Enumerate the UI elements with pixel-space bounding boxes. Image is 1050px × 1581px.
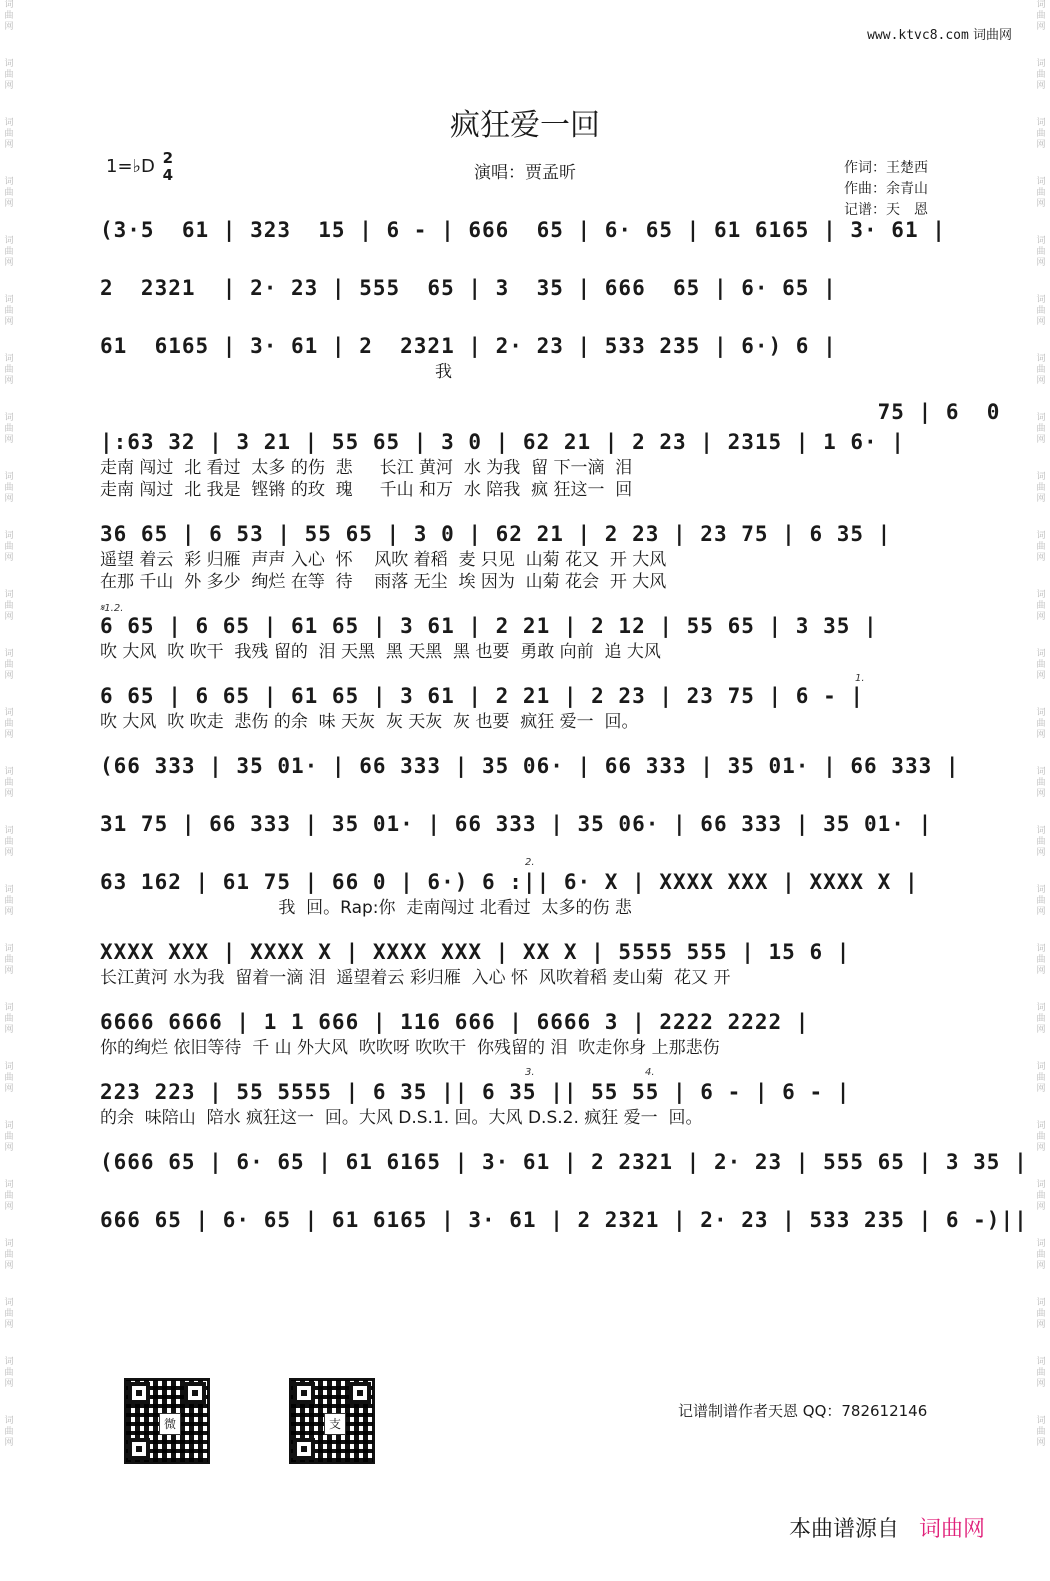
score-row: [100, 427, 945, 501]
score-notes: 75 | 6 0: [100, 400, 1001, 424]
source-brand-link[interactable]: 词曲网: [919, 1517, 986, 1542]
score-row: [100, 673, 945, 733]
score-notes: 31 75 | 66 333 | 35 01· | 66 333 | 35 06· | 66 333 | 35 01· |: [100, 812, 933, 836]
score-notes: 666 65 | 6· 65 | 61 6165 | 3· 61 | 2 2321 | 2· 23 | 533 235 | 6 -)||: [100, 1208, 1028, 1232]
score-row: [100, 215, 945, 245]
composer-credit: 作曲：余青山: [844, 181, 928, 197]
score-notes: 36 65 | 6 53 | 55 65 | 3 0 | 62 21 | 2 23 | 23 75 | 6 35 |: [100, 522, 892, 546]
score-notes: (666 65 | 6· 65 | 61 6165 | 3· 61 | 2 2321 | 2· 23 | 555 65 | 3 35 |: [100, 1150, 1028, 1174]
score-lyrics: 我: [100, 362, 453, 382]
score-row: [100, 519, 945, 593]
volta-1: 1.: [855, 673, 865, 684]
alipay-icon: 支: [324, 1413, 346, 1435]
score-notes: 6 65 | 6 65 | 61 65 | 3 61 | 2 21 | 2 12 | 55 65 | 3 35 |: [100, 614, 878, 638]
lyricist-credit: 作词：王楚西: [844, 160, 928, 176]
volta-4: 4.: [645, 1067, 655, 1078]
score-notes: (66 333 | 35 01· | 66 333 | 35 06· | 66 333 | 35 01· | 66 333 |: [100, 754, 960, 778]
alipay-qr-code[interactable]: [289, 1378, 375, 1464]
score-row: [100, 1007, 945, 1059]
time-numerator: 2: [162, 149, 174, 167]
score-row: [100, 1067, 945, 1129]
time-denominator: 4: [162, 166, 174, 184]
notation-score: [100, 215, 1028, 1235]
credits-block: [844, 158, 928, 221]
site-header: [867, 24, 1012, 43]
score-lyrics: 遥望 着云 彩 归雁 声声 入心 怀 风吹 着稻 麦 只见 山菊 花又 开 大风 在那 千山 外 多少 绚烂 在等 待 雨落 无尘 埃 因为 山菊 花会 开 大风: [100, 550, 667, 592]
score-notes: 223 223 | 55 5555 | 6 35 || 6 35 || 55 55 | 6 - | 6 - |: [100, 1080, 851, 1104]
score-notes: 2 2321 | 2· 23 | 555 65 | 3 35 | 666 65 | 6· 65 |: [100, 276, 837, 300]
wechat-icon: 微: [159, 1413, 181, 1435]
source-text: 本曲谱源自: [789, 1517, 900, 1542]
score-notes: 6 65 | 6 65 | 61 65 | 3 61 | 2 21 | 2 23 | 23 75 | 6 - |: [100, 684, 865, 708]
score-lyrics: 的余 味陪山 陪水 疯狂这一 回。大风 D.S.1. 回。大风 D.S.2. 疯狂 爱一 回。: [100, 1108, 703, 1128]
qr-finder: [293, 1382, 315, 1404]
site-name: 词曲网: [972, 28, 1012, 43]
score-row: [100, 857, 945, 919]
score-notes: 6666 6666 | 1 1 666 | 116 666 | 6666 3 | 2222 2222 |: [100, 1010, 810, 1034]
qr-finder: [128, 1382, 150, 1404]
score-row: [100, 809, 945, 839]
source-footer: [789, 1512, 985, 1543]
qr-finder: [184, 1382, 206, 1404]
wechat-qr-code[interactable]: [124, 1378, 210, 1464]
score-notes: |:63 32 | 3 21 | 55 65 | 3 0 | 62 21 | 2 23 | 2315 | 1 6· |: [100, 430, 905, 454]
site-url[interactable]: www.ktvc8.com: [867, 28, 969, 43]
score-lyrics: 吹 大风 吹 吹走 悲伤 的余 味 天灰 灰 天灰 灰 也要 疯狂 爱一 回。: [100, 712, 639, 732]
score-lyrics: 走南 闯过 北 看过 太多 的伤 悲 长江 黄河 水 为我 留 下一滴 泪 走南 闯过 北 我是 铿锵 的玫 瑰 千山 和万 水 陪我 疯 狂这一 回: [100, 458, 633, 500]
song-title: 疯狂爱一回: [450, 108, 600, 143]
segno-mark: 𝄋1.2.: [100, 603, 124, 614]
score-row: [100, 1205, 1028, 1235]
score-row: [100, 397, 1001, 427]
score-lyrics: 你的绚烂 依旧等待 千 山 外大风 吹吹呀 吹吹干 你残留的 泪 吹走你身 上那悲伤: [100, 1038, 720, 1058]
transcriber-credit: 记谱：天 恩: [844, 202, 928, 218]
volta-2: 2.: [525, 857, 535, 868]
qr-finder: [293, 1438, 315, 1460]
qr-finder: [349, 1382, 371, 1404]
singer-credit: 演唱：贾孟昕: [474, 163, 576, 183]
score-row: [100, 937, 945, 989]
score-notes: 63 162 | 61 75 | 66 0 | 6·) 6 :|| 6· X | XXXX XXX | XXXX X |: [100, 870, 919, 894]
score-row: [100, 603, 945, 663]
right-watermark-strip: 词曲网 词曲网 词曲网 词曲网 词曲网 词曲网 词曲网 词曲网 词曲网 词曲网 词曲网 词曲网 词曲网 词曲网 词曲网 词曲网 词曲网 词曲网 词曲网 词曲网 词曲网 词曲网 词曲网 词曲网 词曲网: [1036, 0, 1046, 1448]
score-notes: (3·5 61 | 323 15 | 6 - | 666 65 | 6· 65 | 61 6165 | 3· 61 |: [100, 218, 946, 242]
score-row: [100, 751, 960, 781]
score-row: [100, 1147, 1028, 1177]
left-watermark-strip: 词曲网 词曲网 词曲网 词曲网 词曲网 词曲网 词曲网 词曲网 词曲网 词曲网 词曲网 词曲网 词曲网 词曲网 词曲网 词曲网 词曲网 词曲网 词曲网 词曲网 词曲网 词曲网 词曲网 词曲网 词曲网: [4, 0, 14, 1448]
qr-finder: [128, 1438, 150, 1460]
score-lyrics: 长江黄河 水为我 留着一滴 泪 遥望着云 彩归雁 入心 怀 风吹着稻 麦山菊 花又 开: [100, 968, 731, 988]
key-label: 1=♭D: [106, 156, 155, 177]
volta-3: 3.: [525, 1067, 535, 1078]
score-row: [100, 273, 945, 303]
score-notes: XXXX XXX | XXXX X | XXXX XXX | XX X | 5555 555 | 15 6 |: [100, 940, 851, 964]
transcriber-contact: 记谱制谱作者天恩 QQ：782612146: [678, 1402, 928, 1420]
score-notes: 61 6165 | 3· 61 | 2 2321 | 2· 23 | 533 235 | 6·) 6 |: [100, 334, 837, 358]
score-lyrics: 我 回。Rap:你 走南闯过 北看过 太多的伤 悲: [100, 898, 632, 918]
score-lyrics: 吹 大风 吹 吹干 我残 留的 泪 天黑 黑 天黑 黑 也要 勇敢 向前 追 大风: [100, 642, 661, 662]
score-row: [100, 331, 945, 383]
